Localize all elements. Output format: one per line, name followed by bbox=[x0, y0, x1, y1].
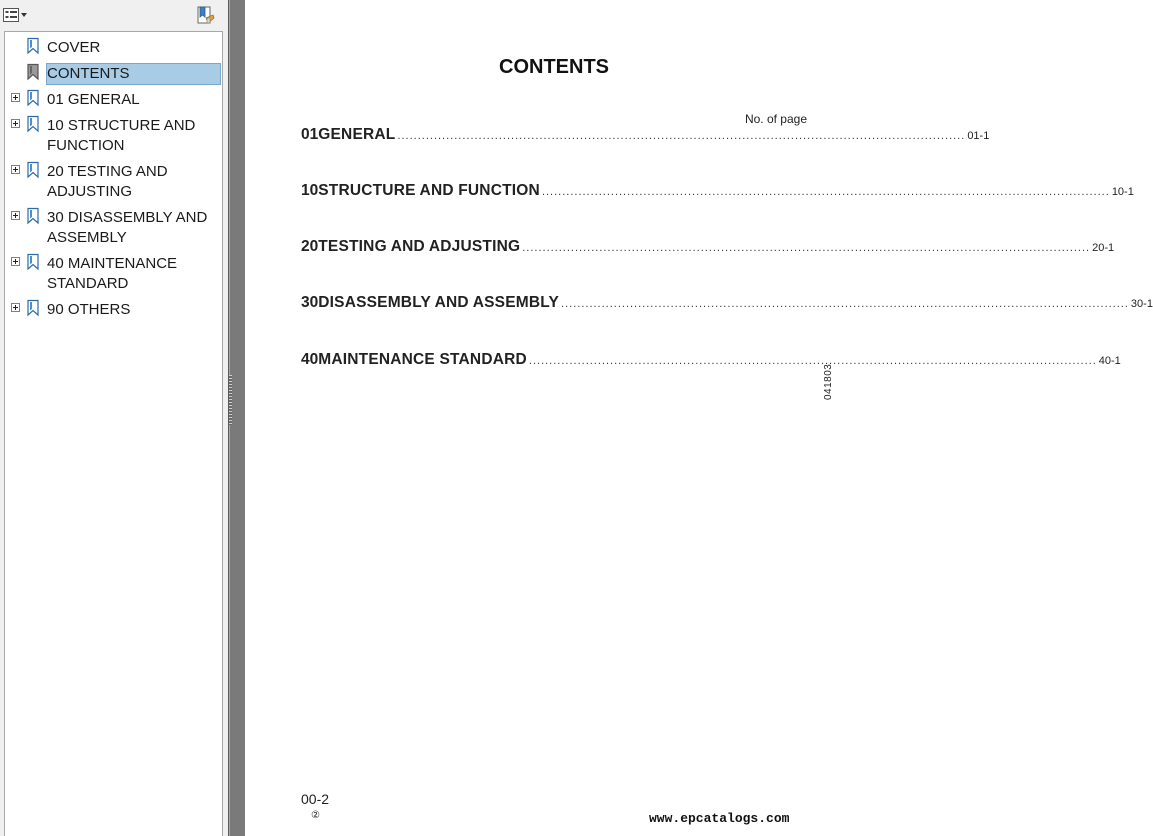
toc-number: 10 bbox=[301, 182, 319, 199]
page-number: 00-2 bbox=[301, 791, 330, 807]
toc-page: 10-1 bbox=[1111, 186, 1134, 198]
bookmarks-tree bbox=[4, 31, 223, 836]
bookmark-icon bbox=[27, 116, 39, 132]
page-column-header: No. of page bbox=[744, 112, 807, 126]
toc-title: MAINTENANCE STANDARD bbox=[318, 351, 527, 368]
bookmark-label: 20 TESTING AND ADJUSTING bbox=[47, 163, 168, 200]
toc-number: 30 bbox=[301, 294, 319, 311]
bookmark-icon bbox=[27, 38, 39, 54]
toc-leader-dots: ............................................................................................................................................ bbox=[541, 186, 1110, 198]
bookmark-icon bbox=[27, 64, 39, 80]
bookmark-label: CONTENTS bbox=[46, 63, 221, 85]
toc-row[interactable] bbox=[301, 126, 990, 148]
toc-title: TESTING AND ADJUSTING bbox=[318, 238, 521, 255]
bookmark-tools-icon bbox=[196, 6, 216, 26]
splitter-grip[interactable] bbox=[229, 375, 232, 425]
expand-icon[interactable] bbox=[11, 119, 20, 128]
expand-icon[interactable] bbox=[11, 93, 20, 102]
toc-leader-dots: ............................................................................................................................................ bbox=[561, 298, 1129, 310]
bookmarks-panel bbox=[0, 0, 228, 836]
toc-leader-dots: ............................................................................................................................................ bbox=[397, 130, 966, 142]
toc-leader-dots: ............................................................................................................................................ bbox=[528, 355, 1097, 367]
bookmark-label: 01 GENERAL bbox=[47, 91, 140, 108]
toc-row[interactable] bbox=[301, 182, 1134, 204]
panel-splitter[interactable] bbox=[228, 0, 245, 836]
revision-mark: ② bbox=[311, 810, 320, 821]
bookmark-icon bbox=[27, 254, 39, 270]
bookmark-icon bbox=[27, 300, 39, 316]
bookmark-icon bbox=[27, 90, 39, 106]
bookmark-options-icon bbox=[3, 8, 29, 24]
expand-icon[interactable] bbox=[11, 257, 20, 266]
toc-page: 01-1 bbox=[967, 130, 990, 142]
toc-row[interactable] bbox=[301, 238, 1115, 260]
bookmark-options-button[interactable] bbox=[3, 8, 29, 24]
toc-page: 40-1 bbox=[1098, 355, 1121, 367]
toc-number: 40 bbox=[301, 351, 319, 368]
expand-icon[interactable] bbox=[11, 211, 20, 220]
toc-leader-dots: ............................................................................................................................................ bbox=[522, 242, 1091, 254]
bookmarks-toolbar bbox=[0, 0, 228, 31]
toc-number: 01 bbox=[301, 126, 319, 143]
bookmark-tools-button[interactable] bbox=[196, 6, 216, 26]
toc-page: 30-1 bbox=[1130, 298, 1153, 310]
document-code: 041803 bbox=[823, 363, 834, 400]
bookmark-label: 90 OTHERS bbox=[47, 301, 131, 318]
toc-row[interactable] bbox=[301, 351, 1121, 373]
bookmark-icon bbox=[27, 208, 39, 224]
bookmark-label: COVER bbox=[47, 39, 101, 56]
expand-icon[interactable] bbox=[11, 165, 20, 174]
watermark: www.epcatalogs.com bbox=[649, 811, 790, 826]
page-title: CONTENTS bbox=[499, 56, 609, 78]
document-page bbox=[245, 0, 1153, 836]
bookmark-icon bbox=[27, 162, 39, 178]
expand-icon[interactable] bbox=[11, 303, 20, 312]
toc-title: DISASSEMBLY AND ASSEMBLY bbox=[318, 294, 560, 311]
toc-row[interactable] bbox=[301, 294, 1153, 316]
toc-title: GENERAL bbox=[318, 126, 396, 143]
bookmark-label: 40 MAINTENANCE STANDARD bbox=[47, 255, 178, 292]
bookmark-label: 30 DISASSEMBLY AND ASSEMBLY bbox=[47, 209, 208, 246]
toc-page: 20-1 bbox=[1092, 242, 1115, 254]
toc-title: STRUCTURE AND FUNCTION bbox=[318, 182, 540, 199]
toc-number: 20 bbox=[301, 238, 319, 255]
bookmark-label: 10 STRUCTURE AND FUNCTION bbox=[47, 117, 196, 154]
